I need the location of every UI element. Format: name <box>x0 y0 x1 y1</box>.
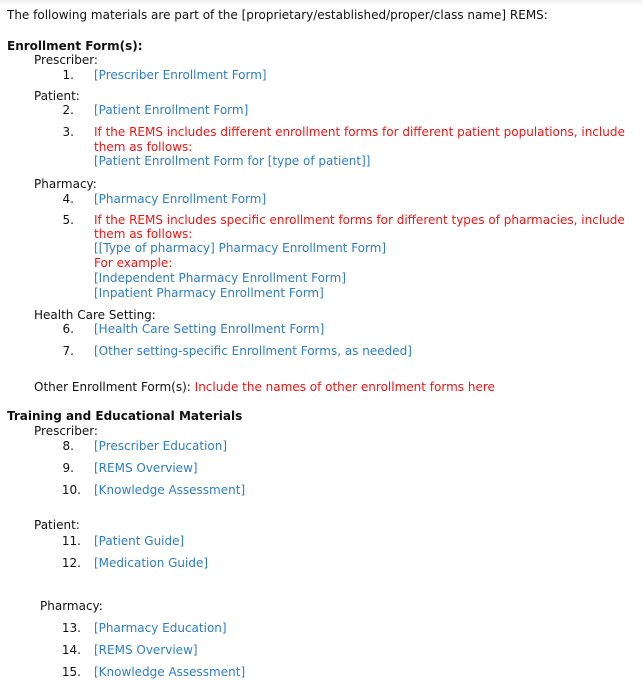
instruction-text: If the REMS includes different enrollment forms for different patient populations, include <box>94 125 625 139</box>
item-number: 7. <box>62 344 74 358</box>
item-number: 2. <box>62 103 74 117</box>
prescriber-label: Prescriber: <box>34 53 98 67</box>
instruction-text: them as follows: <box>94 140 193 154</box>
other-enrollment-label: Other Enrollment Form(s): <box>34 380 195 394</box>
other-enrollment-forms <box>34 380 495 395</box>
medication-guide-link[interactable]: [Medication Guide] <box>94 556 209 570</box>
pharmacy-education-link[interactable]: [Pharmacy Education] <box>94 621 227 635</box>
item-number: 5. <box>62 213 74 227</box>
patient-guide-link[interactable]: [Patient Guide] <box>94 534 185 548</box>
other-setting-forms-link[interactable]: [Other setting-specific Enrollment Forms, as needed] <box>94 344 412 358</box>
other-enrollment-note: Include the names of other enrollment forms here <box>194 380 495 394</box>
training-heading: Training and Educational Materials <box>7 409 243 423</box>
prescriber-label: Prescriber: <box>34 424 98 438</box>
item-number: 3. <box>62 125 74 139</box>
pharmacy-type-enrollment-form-link[interactable]: [[Type of pharmacy] Pharmacy Enrollment Form] <box>94 241 387 255</box>
item-number: 13. <box>61 621 81 635</box>
patient-enrollment-form-link[interactable]: [Patient Enrollment Form] <box>94 103 249 117</box>
instruction-text: If the REMS includes specific enrollment forms for different types of pharmacies, include <box>94 213 625 227</box>
patient-label: Patient: <box>34 89 80 103</box>
enrollment-heading: Enrollment Form(s): <box>7 39 143 53</box>
item-number: 14. <box>61 643 81 657</box>
patient-label: Patient: <box>34 518 80 532</box>
pharmacy-enrollment-form-link[interactable]: [Pharmacy Enrollment Form] <box>94 192 267 206</box>
item-number: 6. <box>62 322 74 336</box>
item-number: 11. <box>61 534 81 548</box>
health-care-setting-form-link[interactable]: [Health Care Setting Enrollment Form] <box>94 322 325 336</box>
health-care-setting-label: Health Care Setting: <box>34 308 156 322</box>
pharmacy-label: Pharmacy: <box>40 599 103 613</box>
prescriber-enrollment-form-link[interactable]: [Prescriber Enrollment Form] <box>94 68 267 82</box>
item-number: 1. <box>62 68 74 82</box>
item-number: 10. <box>61 483 81 497</box>
item-number: 12. <box>61 556 81 570</box>
knowledge-assessment-link[interactable]: [Knowledge Assessment] <box>94 665 246 679</box>
item-number: 9. <box>62 461 74 475</box>
top-divider <box>0 0 642 3</box>
pharmacy-label: Pharmacy: <box>34 177 97 191</box>
knowledge-assessment-link[interactable]: [Knowledge Assessment] <box>94 483 246 497</box>
item-number: 4. <box>62 192 74 206</box>
prescriber-education-link[interactable]: [Prescriber Education] <box>94 439 228 453</box>
patient-type-enrollment-form-link[interactable]: [Patient Enrollment Form for [type of patient]] <box>94 154 371 168</box>
intro-text: The following materials are part of the [proprietary/established/proper/class name] REMS: <box>7 8 548 22</box>
independent-pharmacy-form-link[interactable]: [Independent Pharmacy Enrollment Form] <box>94 271 347 285</box>
item-number: 15. <box>61 665 81 679</box>
rems-overview-link[interactable]: [REMS Overview] <box>94 643 198 657</box>
example-label: For example: <box>94 256 173 270</box>
instruction-text: them as follows: <box>94 227 193 241</box>
rems-overview-link[interactable]: [REMS Overview] <box>94 461 198 475</box>
item-number: 8. <box>62 439 74 453</box>
inpatient-pharmacy-form-link[interactable]: [Inpatient Pharmacy Enrollment Form] <box>94 286 324 300</box>
